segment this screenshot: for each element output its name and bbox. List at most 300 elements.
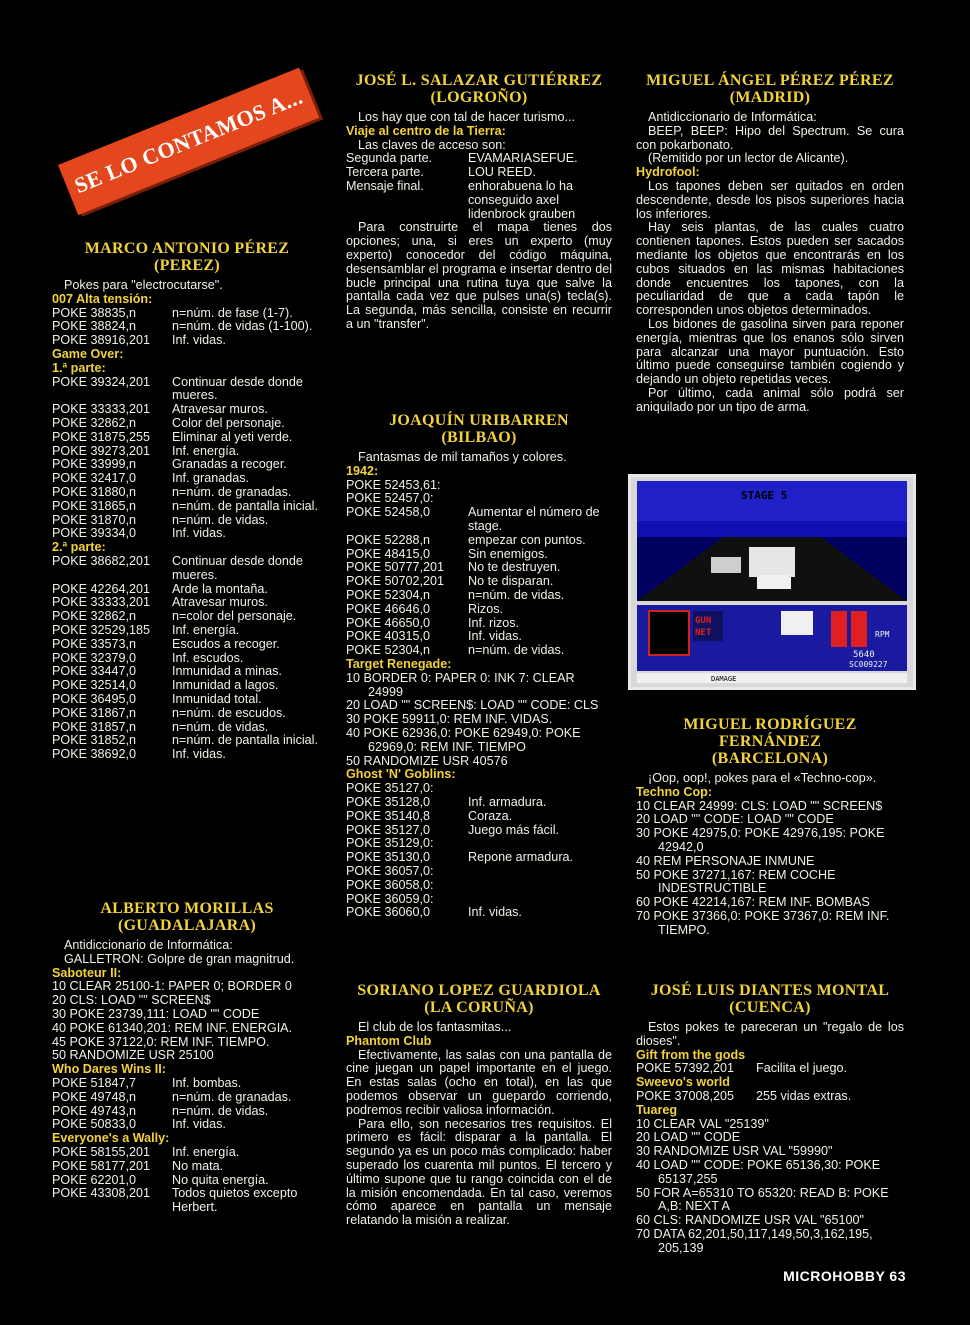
screenshot-score: SC009227 [849, 660, 888, 669]
poke-effect: n=núm. de escudos. [172, 705, 286, 720]
poke-effect [468, 879, 612, 893]
poke-code: POKE 35127,0: [346, 781, 434, 796]
poke-code: POKE 46646,0 [346, 601, 431, 616]
poke-row [52, 486, 322, 500]
code-line: 10 BORDER 0: PAPER 0: INK 7: CLEAR 24999 [346, 670, 575, 699]
poke-row [52, 624, 322, 638]
screenshot-net: NET [695, 628, 712, 638]
game-title: Viaje al centro de la Tierra: [346, 123, 506, 138]
poke-code: POKE 32417,0 [52, 471, 137, 486]
poke-code: POKE 38824,n [52, 319, 137, 334]
poke-code: POKE 31867,n [52, 705, 137, 720]
page-footer: MICROHOBBY 63 [783, 1268, 906, 1284]
poke-code: POKE 35140,8 [346, 808, 431, 823]
poke-code: POKE 62201,0 [52, 1172, 137, 1187]
game-title: 1942: [346, 463, 379, 478]
poke-row [346, 479, 612, 493]
game-screenshot [628, 474, 916, 690]
poke-row [346, 824, 612, 838]
poke-row [346, 575, 612, 589]
poke-code: POKE 46650,0 [346, 615, 431, 630]
poke-row [346, 796, 612, 810]
screenshot-gun: GUN [695, 616, 712, 626]
poke-row [346, 589, 612, 603]
code-line: 30 RANDOMIZE USR VAL "59990" [636, 1144, 833, 1159]
poke-row [52, 596, 322, 610]
poke-code: POKE 36059,0: [346, 891, 434, 906]
poke-effect: Inf. vidas. [172, 747, 226, 762]
poke-code: POKE 32862,n [52, 415, 137, 430]
poke-code: POKE 50777,201 [346, 560, 445, 575]
body-text: Los tapones deben ser quitados en orden descendente, desde los pisos superiores hacia los inferiores. [636, 178, 904, 221]
poke-list [52, 307, 322, 348]
poke-row [346, 782, 612, 796]
poke-code: POKE 39273,201 [52, 443, 151, 458]
poke-code: POKE 42264,201 [52, 581, 151, 596]
section-heading [346, 72, 612, 106]
poke-row [346, 561, 612, 575]
poke-effect: Continuar desde donde mueres. [172, 553, 303, 582]
poke-row [346, 893, 612, 907]
game-title: Sweevo's world [636, 1075, 730, 1090]
poke-effect: Inf. armadura. [468, 794, 547, 809]
heading-name: MIGUEL RODRÍGUEZ FERNÁNDEZ [683, 716, 857, 750]
heading-city: (MADRID) [729, 89, 811, 106]
poke-row [52, 693, 322, 707]
poke-list [52, 376, 322, 542]
poke-effect: Eliminar al yeti verde. [172, 429, 293, 444]
poke-code: POKE 36495,0 [52, 691, 137, 706]
code-line: 60 POKE 42214,167: REM INF. BOMBAS [636, 895, 870, 910]
poke-code: POKE 35127,0 [346, 822, 431, 837]
poke-code: POKE 31870,n [52, 512, 137, 527]
intro-text: Pokes para "electrocutarse". [64, 278, 223, 292]
poke-row [346, 506, 612, 534]
poke-effect: Inmunidad total. [172, 691, 262, 706]
poke-effect: Inmunidad a lagos. [172, 678, 279, 693]
poke-row [52, 610, 322, 624]
poke-effect: No mata. [172, 1158, 224, 1173]
poke-row [52, 1091, 322, 1105]
section-marco [52, 240, 322, 762]
section-heading [636, 72, 904, 106]
poke-effect: Inf. rizos. [468, 615, 520, 630]
basic-listing [346, 672, 612, 769]
poke-effect: n=núm. de vidas. [172, 719, 269, 734]
code-line: 20 LOAD "" CODE [636, 1130, 741, 1145]
poke-effect: Repone armadura. [468, 850, 574, 865]
poke-row [52, 514, 322, 528]
poke-row [52, 1077, 322, 1091]
poke-row [52, 472, 322, 486]
poke-row [52, 500, 322, 514]
poke-code: POKE 52304,n [346, 587, 431, 602]
poke-code: POKE 31880,n [52, 484, 137, 499]
poke-code: POKE 38692,0 [52, 747, 137, 762]
poke-row [346, 180, 612, 221]
poke-row [52, 721, 322, 735]
body-text: Antidiccionario de Informática: [648, 110, 817, 124]
body-text: Hay seis plantas, de las cuales cuatro contienen tapones. Estos pueden ser sacados mediante los objetos que encontrarás en los cubos situados en las mismas habitaciones donde encuentres los tapones, con la peculiaridad de que a cada tapón le corresponden unos objetos determinados. [636, 220, 904, 318]
poke-row [52, 431, 322, 445]
game-title: Game Over: [52, 346, 124, 361]
poke-row [52, 638, 322, 652]
poke-effect: n=núm. de vidas. [468, 643, 565, 658]
poke-code: POKE 49743,n [52, 1103, 137, 1118]
game-title: 007 Alta tensión: [52, 291, 153, 306]
poke-code: POKE 37008,205 [636, 1088, 735, 1103]
body-text: GALLETRON: Golpre de gran magnitrud. [64, 951, 295, 966]
poke-row [52, 307, 322, 321]
poke-code: POKE 58177,201 [52, 1158, 151, 1173]
code-line: 45 POKE 37122,0: REM INF. TIEMPO. [52, 1034, 270, 1049]
poke-effect: Inmunidad a minas. [172, 664, 282, 679]
poke-effect: n=color del personaje. [172, 609, 297, 624]
poke-row [52, 1105, 322, 1119]
poke-code: POKE 58155,201 [52, 1144, 151, 1159]
poke-code: POKE 35128,0 [346, 794, 431, 809]
poke-row [52, 527, 322, 541]
section-soriano [346, 982, 612, 1228]
poke-row [346, 548, 612, 562]
poke-effect: EVAMARIASEFUE. [468, 151, 578, 166]
screenshot-speed: 5640 [853, 650, 875, 660]
poke-code: POKE 49748,n [52, 1089, 137, 1104]
poke-code: POKE 52458,0 [346, 505, 431, 520]
body-text: El club de los fantasmitas... [358, 1020, 512, 1034]
poke-effect [468, 479, 612, 493]
code-line: 40 REM PERSONAJE INMUNE [636, 853, 815, 868]
section-heading [636, 716, 904, 767]
screenshot-image [631, 477, 913, 687]
code-line: 50 RANDOMIZE USR 25100 [52, 1048, 214, 1063]
poke-list [52, 1146, 322, 1215]
heading-city: (PEREZ) [153, 257, 221, 274]
game-title: Gift from the gods [636, 1047, 746, 1062]
poke-row [346, 492, 612, 506]
poke-effect: 255 vidas extras. [756, 1088, 852, 1103]
poke-effect: n=núm. de fase (1-7). [172, 305, 293, 320]
body-text: Fantasmas de mil tamaños y colores. [358, 450, 567, 464]
poke-row [346, 534, 612, 548]
poke-effect: n=núm. de pantalla inicial. [172, 498, 318, 513]
poke-row [346, 630, 612, 644]
body-text: Los bidones de gasolina sirven para reponer energía, mientras que los enanos sólo sirven para alcanzar una mayor puntuación. Esto último puede conseguirse también cogiendo y dejando un objeto repetidas veces. [636, 316, 904, 387]
poke-row [52, 1187, 322, 1215]
poke-code: POKE 52288,n [346, 532, 431, 547]
poke-effect: Inf. vidas. [172, 1117, 226, 1132]
poke-effect: Inf. vidas. [172, 333, 226, 348]
poke-row [346, 603, 612, 617]
poke-effect: Atravesar muros. [172, 595, 268, 610]
heading-city: (BILBAO) [441, 429, 517, 446]
poke-row [52, 555, 322, 583]
poke-row [346, 837, 612, 851]
poke-effect: Sin enemigos. [468, 546, 548, 561]
poke-effect: Inf. vidas. [172, 526, 226, 541]
poke-list [52, 1077, 322, 1132]
game-title: Ghost 'N' Goblins: [346, 767, 456, 782]
poke-effect: Todos quietos excepto Herbert. [172, 1186, 298, 1215]
poke-effect: Inf. vidas. [468, 629, 522, 644]
poke-code: Tercera parte. [346, 165, 424, 180]
section-miguel-perez [636, 72, 904, 415]
poke-code: POKE 38682,201 [52, 553, 151, 568]
poke-row [52, 334, 322, 348]
poke-code: POKE 33573,n [52, 636, 137, 651]
game-title: Hydrofool: [636, 165, 700, 180]
poke-row [52, 1174, 322, 1188]
poke-effect: enhorabuena lo ha conseguido axel lidenbrock grauben [468, 178, 576, 221]
password-list [346, 152, 612, 221]
body-text: (Remitido por un lector de Alicante). [648, 151, 849, 166]
poke-row [346, 879, 612, 893]
code-line: 40 POKE 62936,0: POKE 62949,0: POKE 62969,0: REM INF. TIEMPO [346, 725, 581, 754]
poke-effect: Inf. vidas. [468, 905, 522, 920]
poke-effect: Juego más fácil. [468, 822, 559, 837]
poke-row [52, 376, 322, 404]
poke-effect: Granadas a recoger. [172, 457, 287, 472]
code-line: 20 LOAD "" SCREEN$: LOAD "" CODE: CLS [346, 698, 599, 713]
poke-list [346, 782, 612, 920]
heading-city: (BARCELONA) [711, 750, 829, 767]
poke-row [346, 865, 612, 879]
game-title: Phantom Club [346, 1033, 432, 1048]
poke-row [52, 583, 322, 597]
heading-name: MARCO ANTONIO PÉREZ [84, 240, 290, 257]
game-part: 2.ª parte: [52, 540, 106, 555]
poke-code: POKE 50833,0 [52, 1117, 137, 1132]
poke-list [52, 555, 322, 762]
poke-effect: Coraza. [468, 808, 513, 823]
screenshot-stage: STAGE 5 [741, 489, 788, 502]
poke-effect: empezar con puntos. [468, 532, 586, 547]
poke-effect [468, 893, 612, 907]
poke-row [52, 665, 322, 679]
poke-row [52, 1118, 322, 1132]
poke-effect: No te destruyen. [468, 560, 561, 575]
heading-name: JOSÉ LUIS DIANTES MONTAL [650, 982, 890, 999]
poke-effect: Atravesar muros. [172, 402, 268, 417]
body-text: Estos pokes te pareceran un "regalo de los dioses". [636, 1020, 904, 1048]
game-part: 1.ª parte: [52, 360, 106, 375]
heading-name: JOAQUÍN URIBARREN [389, 412, 569, 429]
poke-code: POKE 32514,0 [52, 678, 137, 693]
poke-effect: n=núm. de pantalla inicial. [172, 733, 318, 748]
poke-code: POKE 32529,185 [52, 622, 151, 637]
screenshot-rpm: RPM [875, 630, 890, 639]
code-line: 40 LOAD "" CODE: POKE 65136,30: POKE 65137,255 [636, 1157, 881, 1186]
poke-row [52, 1146, 322, 1160]
poke-code: POKE 52304,n [346, 643, 431, 658]
poke-effect: n=núm. de vidas (1-100). [172, 319, 313, 334]
poke-code: POKE 43308,201 [52, 1186, 151, 1201]
code-line: 10 CLEAR 24999: CLS: LOAD "" SCREEN$ [636, 798, 883, 813]
body-text: Por último, cada animal sólo podrá ser aniquilado por un tipo de arma. [636, 385, 904, 414]
poke-row [346, 166, 612, 180]
poke-code: POKE 33447,0 [52, 664, 137, 679]
poke-effect: n=núm. de vidas. [468, 587, 565, 602]
basic-listing [636, 1118, 904, 1256]
poke-effect: Arde la montaña. [172, 581, 268, 596]
poke-row [636, 1090, 904, 1104]
poke-code: POKE 36058,0: [346, 877, 434, 892]
code-line: 20 LOAD "" CODE: LOAD "" CODE [636, 812, 834, 827]
code-line: 10 CLEAR 25100-1: PAPER 0; BORDER 0 [52, 979, 292, 994]
poke-effect: Continuar desde donde mueres. [172, 374, 303, 403]
body-text: Efectivamente, las salas con una pantalla de cine juegan un papel importante en el juego. En estas salas (ocho en total), en las que podemos observar un guepardo corriendo, podremos recibir valiosa información. [346, 1047, 612, 1117]
poke-effect [468, 865, 612, 879]
body-text: BEEP, BEEP: Hipo del Spectrum. Se cura con pokarbonato. [636, 123, 904, 152]
poke-effect [468, 837, 612, 851]
poke-row [346, 851, 612, 865]
poke-code: POKE 52453,61: [346, 477, 441, 492]
section-heading [346, 982, 612, 1016]
poke-effect: No quita energía. [172, 1172, 269, 1187]
code-line: 40 POKE 61340,201: REM INF. ENERGIA. [52, 1020, 293, 1035]
code-line: 50 RANDOMIZE USR 40576 [346, 753, 508, 768]
poke-code: POKE 35129,0: [346, 836, 434, 851]
poke-row [52, 707, 322, 721]
heading-city: (LOGROÑO) [430, 89, 528, 106]
body-text: Para construirte el mapa tienes dos opciones; una, si eres un experto (muy experto) conocedor del código máquina, desensamblar el programa e insertar dentro del bucle principal una rutina tuya que salve la pantalla cada vez que pulses una(s) tecla(s). La segunda, más sencilla, consiste en recurrir a un "transfer". [346, 220, 612, 331]
poke-effect: Inf. energía. [172, 443, 240, 458]
poke-code: POKE 32862,n [52, 609, 137, 624]
poke-code: POKE 57392,201 [636, 1061, 735, 1076]
body-text: Los hay que con tal de hacer turismo... [358, 110, 576, 124]
code-line: 50 POKE 37271,167: REM COCHE INDESTRUCTIBLE [636, 867, 836, 896]
section-jose [346, 72, 612, 332]
poke-code: POKE 31875,255 [52, 429, 151, 444]
code-line: 20 CLS: LOAD "" SCREEN$ [52, 993, 211, 1008]
poke-row [346, 152, 612, 166]
poke-effect: n=núm. de granadas. [172, 484, 292, 499]
poke-effect: Facilita el juego. [756, 1061, 848, 1076]
poke-code: Segunda parte. [346, 151, 433, 166]
poke-code: POKE 36060,0 [346, 905, 431, 920]
poke-code: POKE 33999,n [52, 457, 137, 472]
poke-row [52, 403, 322, 417]
poke-code: POKE 31865,n [52, 498, 137, 513]
section-miguel-rodriguez [636, 716, 904, 938]
poke-row [346, 810, 612, 824]
body-text: Antidiccionario de Informática: [64, 938, 233, 952]
section-heading [52, 900, 322, 934]
poke-row [52, 458, 322, 472]
poke-code: POKE 31857,n [52, 719, 137, 734]
poke-effect: LOU REED. [468, 165, 536, 180]
poke-code: Mensaje final. [346, 178, 424, 193]
poke-code: POKE 38916,201 [52, 333, 151, 348]
heading-name: SORIANO LOPEZ GUARDIOLA [357, 982, 601, 999]
poke-row [52, 734, 322, 748]
poke-code: POKE 39324,201 [52, 374, 151, 389]
poke-code: POKE 35130,0 [346, 850, 431, 865]
poke-effect: n=núm. de vidas. [172, 512, 269, 527]
section-joaquin [346, 412, 612, 920]
game-title: Everyone's a Wally: [52, 1131, 170, 1146]
poke-effect: n=núm. de granadas. [172, 1089, 292, 1104]
poke-row [346, 906, 612, 920]
poke-row [52, 417, 322, 431]
poke-code: POKE 33333,201 [52, 402, 151, 417]
poke-row [52, 445, 322, 459]
code-line: 70 POKE 37366,0: POKE 37367,0: REM INF. TIEMPO. [636, 908, 890, 937]
poke-effect [468, 782, 612, 796]
poke-code: POKE 39334,0 [52, 526, 137, 541]
poke-row [636, 1062, 904, 1076]
basic-listing [52, 980, 322, 1063]
code-line: 30 POKE 59911,0: REM INF. VIDAS. [346, 712, 553, 727]
code-line: 10 CLEAR VAL "25139" [636, 1116, 769, 1131]
poke-code: POKE 36057,0: [346, 863, 434, 878]
poke-row [52, 748, 322, 762]
poke-effect: Inf. granadas. [172, 471, 250, 486]
section-heading [52, 240, 322, 274]
poke-effect: No te disparan. [468, 574, 554, 589]
poke-code: POKE 31852,n [52, 733, 137, 748]
poke-effect: Inf. energía. [172, 622, 240, 637]
poke-effect: Escudos a recoger. [172, 636, 280, 651]
poke-row [346, 617, 612, 631]
code-line: 30 POKE 42975,0: POKE 42976,195: POKE 42942,0 [636, 826, 885, 854]
code-line: 70 DATA 62,201,50,117,149,50,3,162,195, 205,139 [636, 1226, 873, 1255]
heading-name: JOSÉ L. SALAZAR GUTIÉRREZ [355, 72, 603, 89]
poke-row [346, 644, 612, 658]
poke-code: POKE 48415,0 [346, 546, 431, 561]
game-title: Saboteur II: [52, 965, 122, 980]
game-title: Techno Cop: [636, 784, 713, 799]
section-jose-luis [636, 982, 904, 1256]
poke-code: POKE 52457,0: [346, 491, 434, 506]
heading-city: (LA CORUÑA) [424, 999, 534, 1016]
poke-effect: Inf. energía. [172, 1144, 240, 1159]
poke-row [52, 1160, 322, 1174]
section-heading [636, 982, 904, 1016]
poke-row [52, 652, 322, 666]
heading-city: (CUENCA) [729, 999, 811, 1016]
poke-list [346, 479, 612, 658]
poke-effect: Rizos. [468, 601, 503, 616]
body-text: Para ello, son necesarios tres requisitos. El primero es fácil: disparar a la pantalla. El segundo ya es un poco más complicado: haber superado los cuarenta mil puntos. El tercero y último supone que tu rango coincida con el de la misión encomendada. En tal caso, veremos cómo aparece en pantalla un mensaje relatando la misión a realizar. [346, 1116, 612, 1228]
section-banner: SE LO CONTAMOS A... [58, 68, 319, 215]
poke-code: POKE 32379,0 [52, 650, 137, 665]
poke-code: POKE 33333,201 [52, 595, 151, 610]
code-line: 30 POKE 23739,111: LOAD "" CODE [52, 1006, 260, 1021]
heading-name: ALBERTO MORILLAS [100, 900, 274, 917]
body-text: ¡Oop, oop!, pokes para el «Techno-cop». [648, 771, 877, 785]
heading-city: (GUADALAJARA) [117, 917, 257, 934]
poke-code: POKE 38835,n [52, 305, 137, 320]
poke-code: POKE 40315,0 [346, 629, 431, 644]
poke-effect: Inf. escudos. [172, 650, 244, 665]
game-title: Tuareg [636, 1102, 678, 1117]
basic-listing [636, 800, 904, 938]
poke-effect: Inf. bombas. [172, 1075, 242, 1090]
heading-name: MIGUEL ÁNGEL PÉREZ PÉREZ [646, 72, 894, 89]
body-text: Las claves de acceso son: [358, 137, 506, 152]
code-line: 60 CLS: RANDOMIZE USR VAL "65100" [636, 1213, 865, 1228]
poke-code: POKE 51847,7 [52, 1075, 137, 1090]
poke-effect: Color del personaje. [172, 415, 285, 430]
code-line: 50 FOR A=65310 TO 65320: READ B: POKE A,B: NEXT A [636, 1185, 889, 1214]
poke-effect: n=núm. de vidas. [172, 1103, 269, 1118]
poke-row [52, 320, 322, 334]
screenshot-bottom: DAMAGE [711, 675, 737, 683]
poke-effect: Aumentar el número de stage. [468, 505, 600, 533]
poke-effect [468, 492, 612, 506]
game-title: Who Dares Wins II: [52, 1062, 166, 1077]
